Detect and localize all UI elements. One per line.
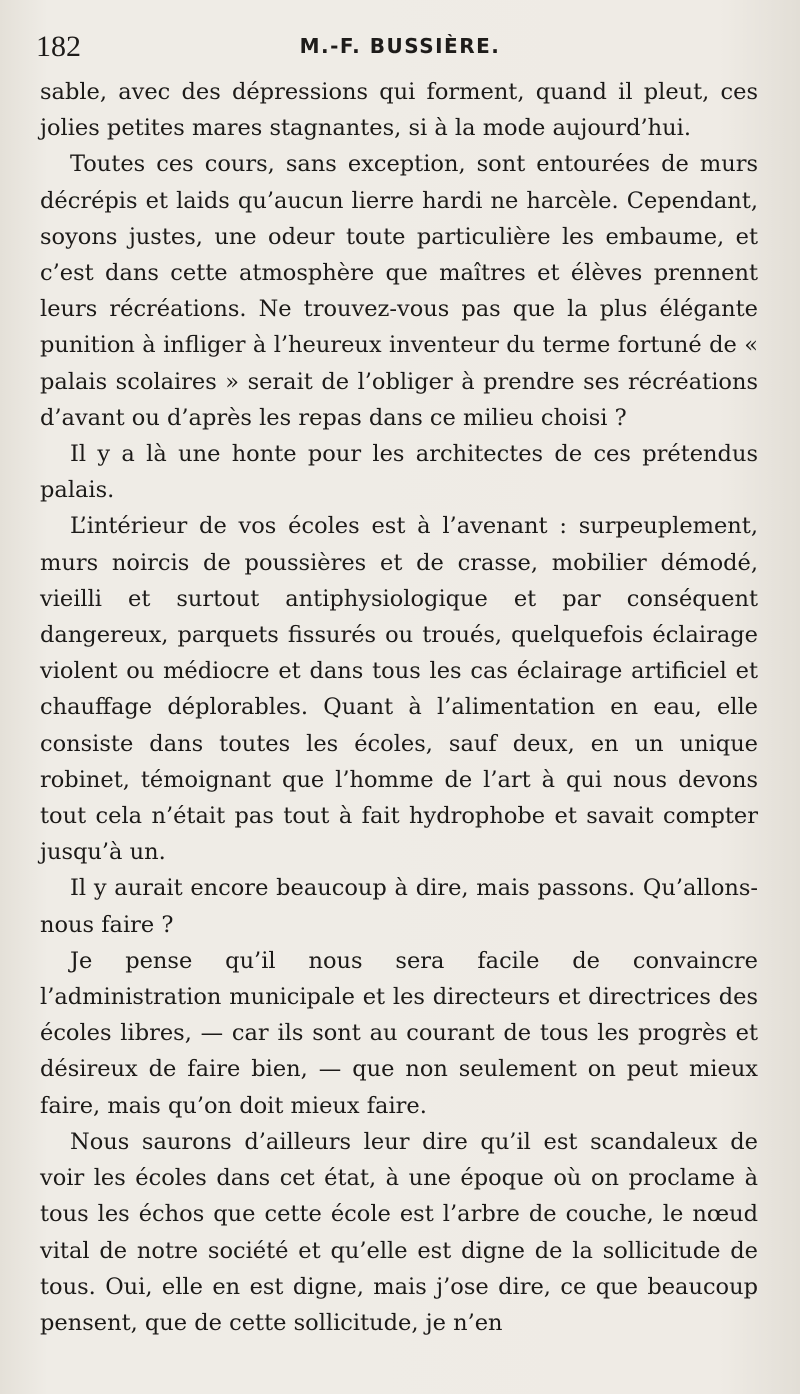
running-head: M.-F. BUSSIÈRE.: [299, 34, 501, 58]
paragraph-continued: sable, avec des dépressions qui forment, quand il pleut, ces jolies petites mares stagnantes, si à la mode aujourd’hui.: [40, 79, 758, 142]
page-header: [36, 28, 764, 68]
body-text: [40, 74, 758, 1341]
paragraph: Je pense qu’il nous sera facile de convaincre l’administration municipale et les directeurs et directrices des écoles libres, — car ils sont au courant de tous les progrès et désireux de faire bien, — que non seulement on peut mieux faire, mais qu’on doit mieux faire.: [40, 947, 758, 1119]
page-number: 182: [36, 30, 81, 63]
paragraph: Nous saurons d’ailleurs leur dire qu’il est scandaleux de voir les écoles dans cet état, à une époque où on proclame à tous les échos que cette école est l’arbre de couche, le nœud vital de notre société et qu’elle est digne de la sollicitude de tous. Oui, elle en est digne, mais j’ose dire, ce que beaucoup pensent, que de cette sollicitude, je n’en: [40, 1128, 758, 1336]
paragraph: Il y aurait encore beaucoup à dire, mais passons. Qu’allons-nous faire ?: [40, 875, 758, 938]
paragraph: L’intérieur de vos écoles est à l’avenant : surpeuplement, murs noircis de poussières et de crasse, mobilier démodé, vieilli et surtout antiphysiologique et par conséquent dangereux, parquets fissurés ou troués, quelquefois éclairage violent ou médiocre et dans tous les cas éclairage artificiel et chauffage déplorables. Quant à l’alimentation en eau, elle consiste dans toutes les écoles, sauf deux, en un unique robinet, témoignant que l’homme de l’art à qui nous devons tout cela n’était pas tout à fait hydrophobe et savait compter jusqu’à un.: [40, 513, 758, 866]
paragraph: Il y a là une honte pour les architectes de ces prétendus palais.: [40, 441, 758, 504]
paragraph: Toutes ces cours, sans exception, sont entourées de murs décrépis et laids qu’aucun lierre hardi ne harcèle. Cependant, soyons justes, une odeur toute particulière les embaume, et c’est dans cette atmosphère que maîtres et élèves prennent leurs récréations. Ne trouvez-vous pas que la plus élégante punition à infliger à l’heureux inventeur du terme fortuné de « palais scolaires » serait de l’obliger à prendre ses récréations d’avant ou d’après les repas dans ce milieu choisi ?: [40, 151, 758, 431]
